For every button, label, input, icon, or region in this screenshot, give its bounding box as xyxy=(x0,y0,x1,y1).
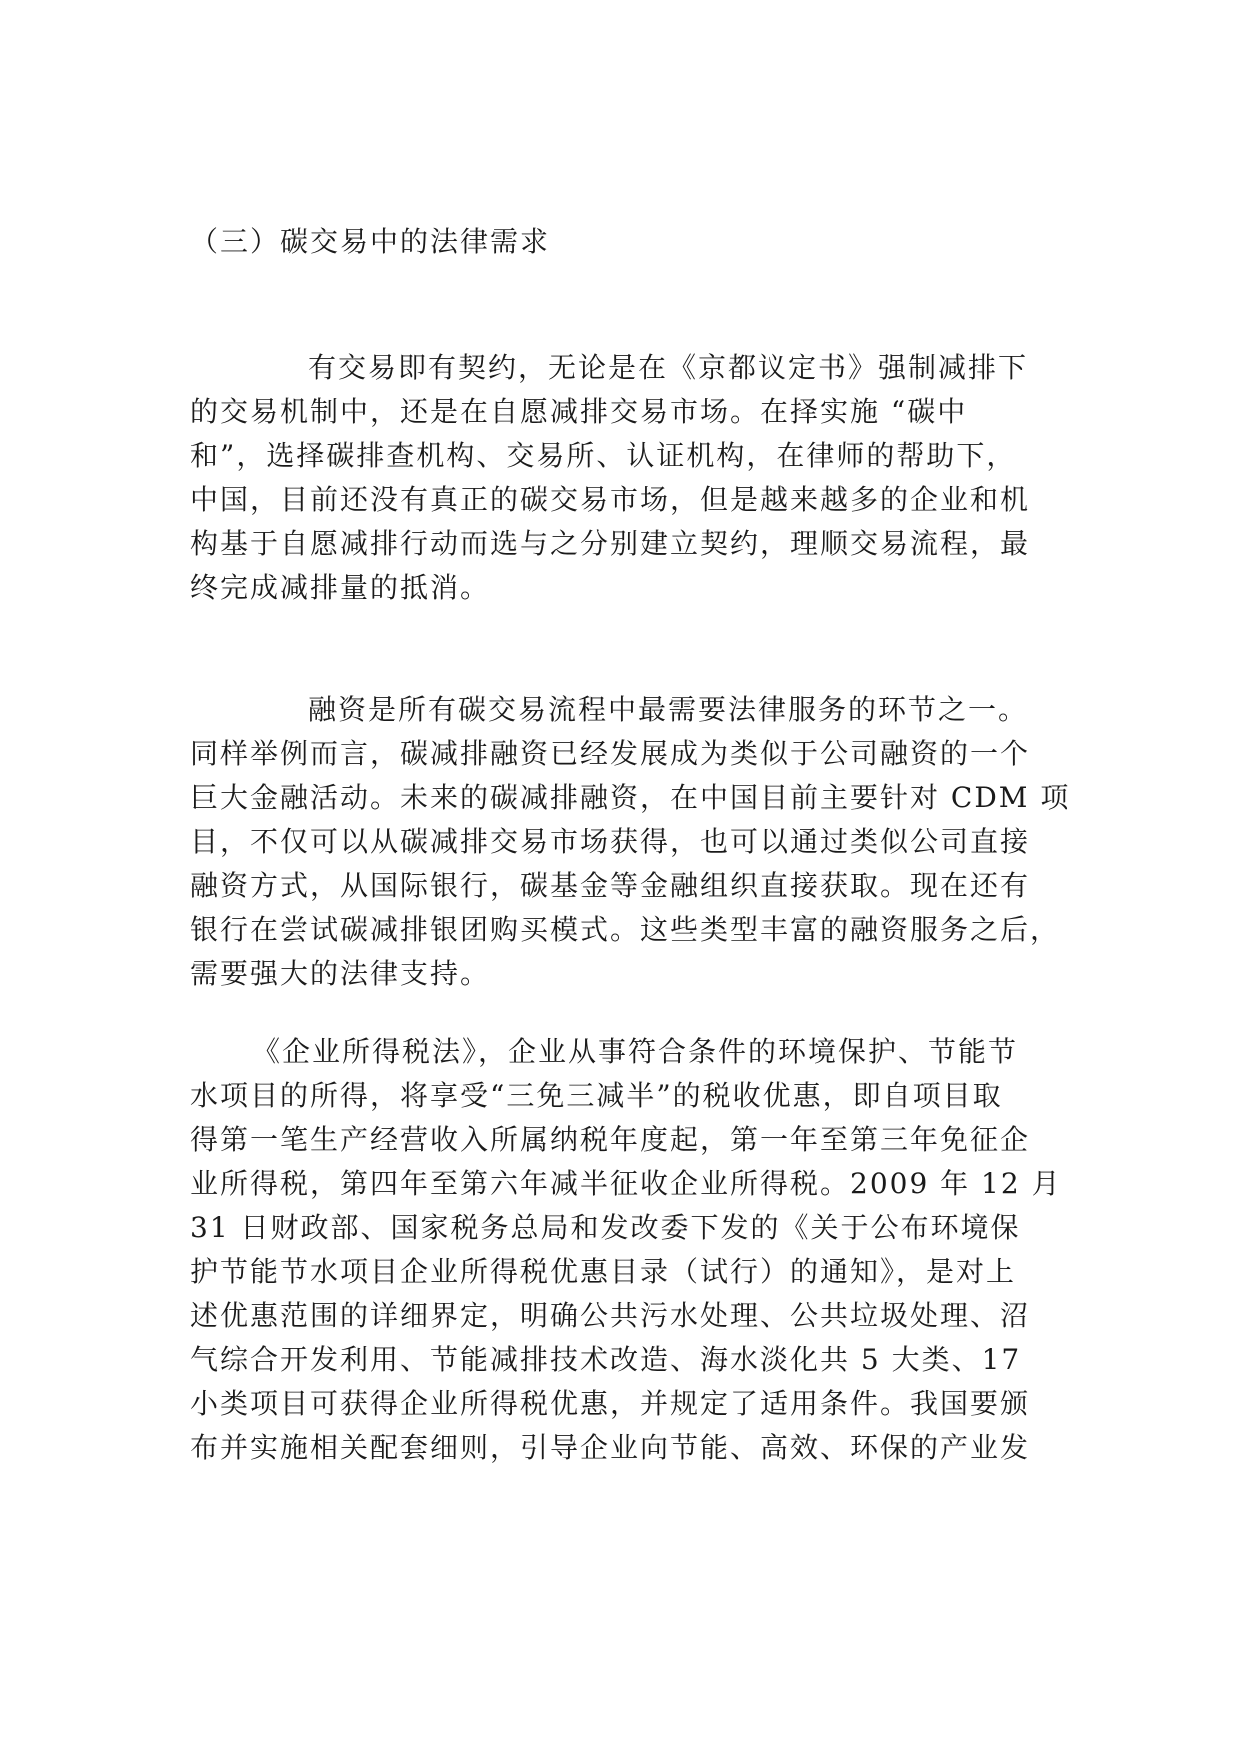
paragraph-line: 的交易机制中，还是在自愿减排交易市场。在择实施 “碳中 xyxy=(190,395,968,428)
paragraph-line: 小类项目可获得企业所得税优惠，并规定了适用条件。我国要颁 xyxy=(190,1387,1031,1420)
paragraph-line: 中国，目前还没有真正的碳交易市场，但是越来越多的企业和机 xyxy=(190,483,1031,516)
paragraph-contracts xyxy=(190,346,1070,610)
paragraph-line: 有交易即有契约，无论是在《京都议定书》强制减排下 xyxy=(308,351,1029,384)
paragraph-line: 需要强大的法律支持。 xyxy=(190,957,491,990)
paragraph-line: 《企业所得税法》，企业从事符合条件的环境保护、节能节 xyxy=(252,1035,1019,1068)
paragraph-line: 气综合开发利用、节能减排技术改造、海水淡化共 5 大类、17 xyxy=(190,1343,1022,1376)
paragraph-line: 银行在尝试碳减排银团购买模式。这些类型丰富的融资服务之后， xyxy=(190,913,1061,946)
paragraph-line: 同样举例而言，碳减排融资已经发展成为类似于公司融资的一个 xyxy=(190,737,1031,770)
paragraph-line: 巨大金融活动。未来的碳减排融资，在中国目前主要针对 CDM 项 xyxy=(190,781,1071,814)
paragraph-tax-law xyxy=(190,1030,1070,1470)
paragraph-line: 终完成减排量的抵消。 xyxy=(190,571,491,604)
paragraph-line: 述优惠范围的详细界定，明确公共污水处理、公共垃圾处理、沼 xyxy=(190,1299,1031,1332)
paragraph-line: 和”，选择碳排查机构、交易所、认证机构，在律师的帮助下， xyxy=(190,439,1017,472)
paragraph-financing xyxy=(190,688,1070,996)
paragraph-line: 业所得税，第四年至第六年减半征收企业所得税。2009 年 12 月 xyxy=(190,1167,1062,1200)
paragraph-line: 护节能节水项目企业所得税优惠目录（试行）的通知》，是对上 xyxy=(190,1255,1017,1288)
paragraph-line: 31 日财政部、国家税务总局和发改委下发的《关于公布环境保 xyxy=(190,1211,1021,1244)
paragraph-line: 目，不仅可以从碳减排交易市场获得，也可以通过类似公司直接 xyxy=(190,825,1031,858)
paragraph-line: 构基于自愿减排行动而选与之分别建立契约，理顺交易流程，最 xyxy=(190,527,1031,560)
section-heading: （三）碳交易中的法律需求 xyxy=(190,225,551,258)
paragraph-line: 水项目的所得，将享受“三免三减半”的税收优惠，即自项目取 xyxy=(190,1079,1003,1112)
paragraph-line: 融资是所有碳交易流程中最需要法律服务的环节之一。 xyxy=(308,693,1029,726)
paragraph-line: 得第一笔生产经营收入所属纳税年度起，第一年至第三年免征企 xyxy=(190,1123,1031,1156)
paragraph-line: 融资方式，从国际银行，碳基金等金融组织直接获取。现在还有 xyxy=(190,869,1031,902)
paragraph-line: 布并实施相关配套细则，引导企业向节能、高效、环保的产业发 xyxy=(190,1431,1031,1464)
